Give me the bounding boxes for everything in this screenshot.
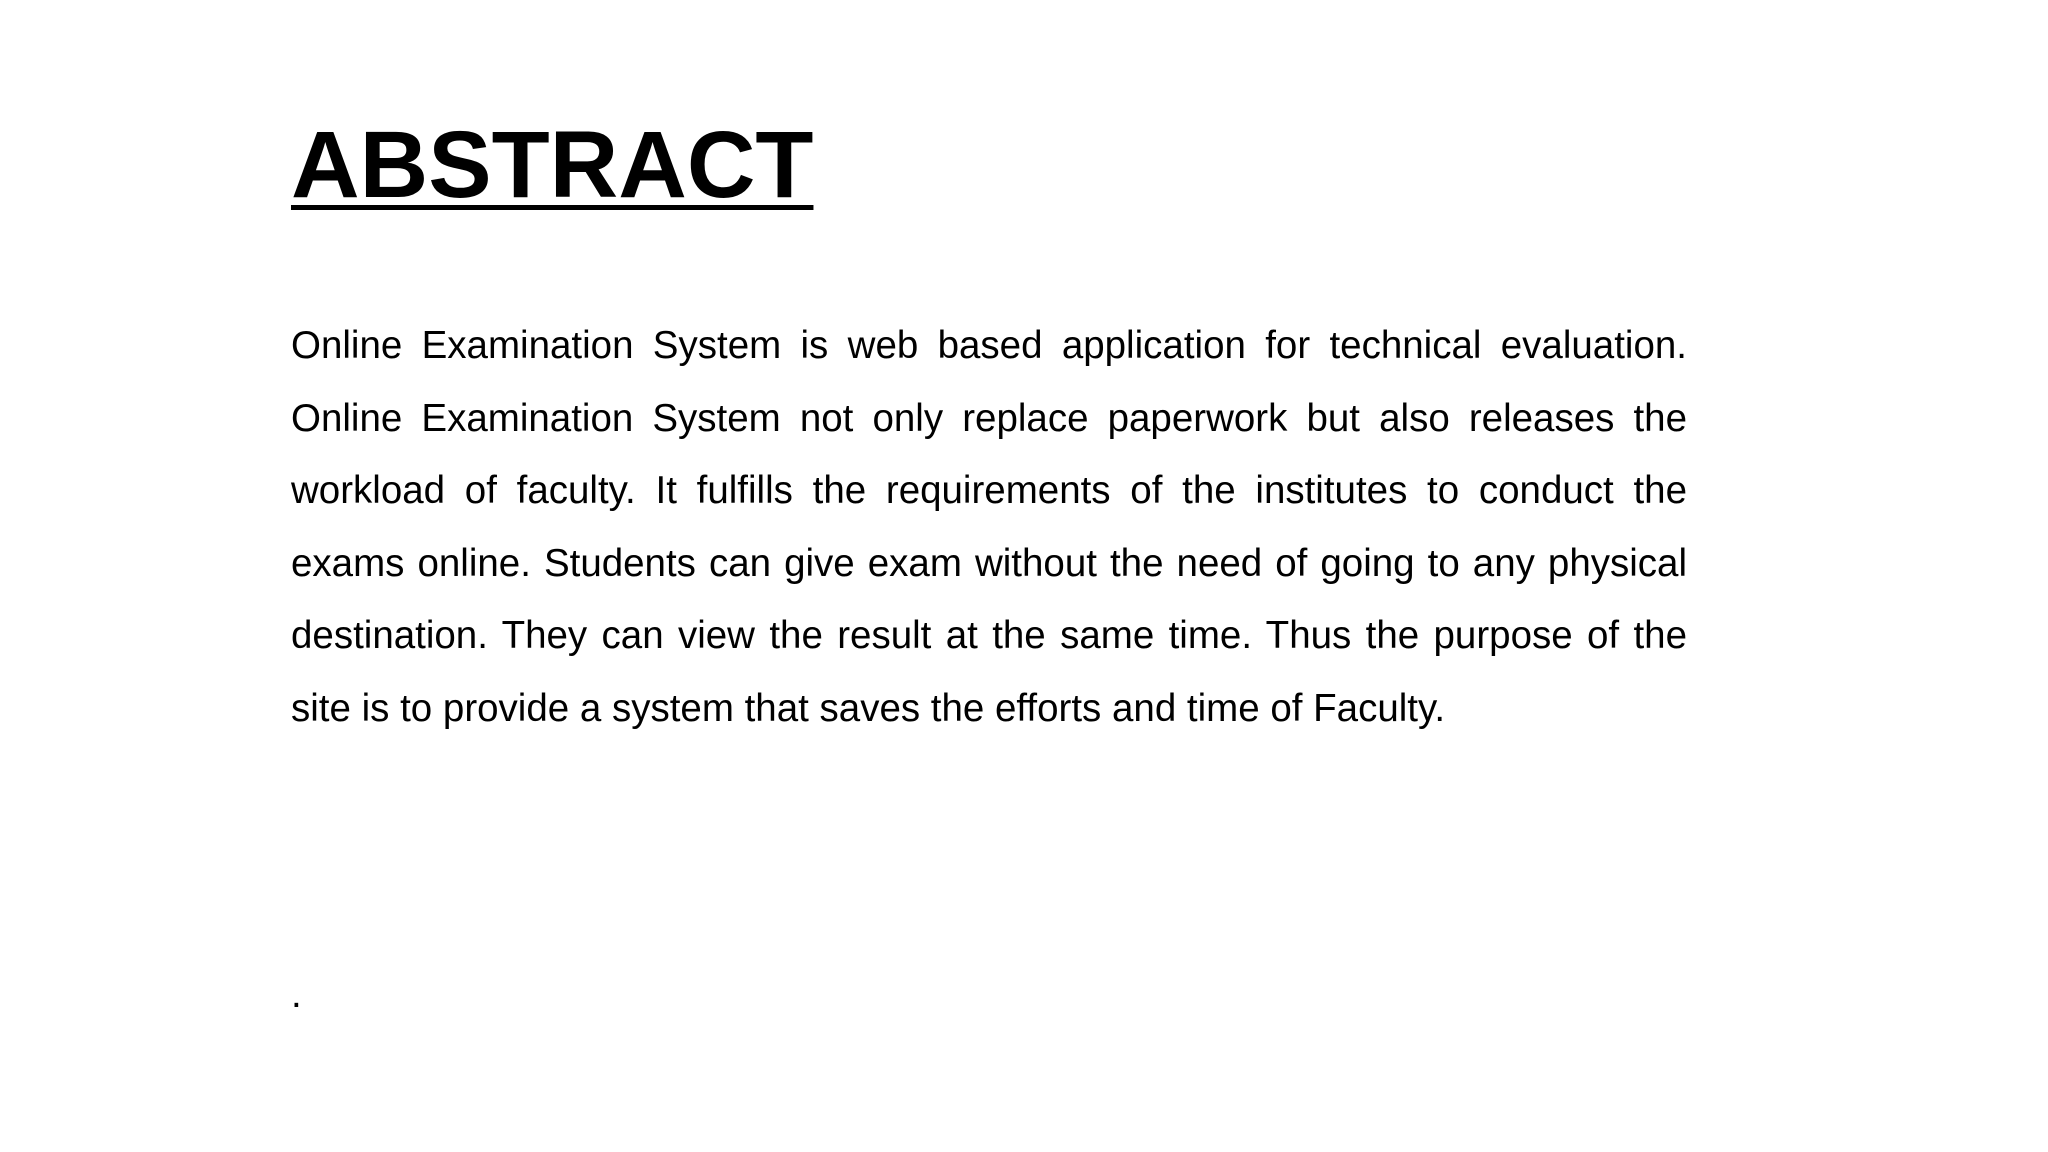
trailing-period: .	[291, 973, 302, 1016]
abstract-heading: ABSTRACT	[291, 112, 814, 218]
abstract-paragraph: Online Examination System is web based application for technical evaluation. Online Examination System not only replace paperwork but also releases the workload of faculty. It fulfills the requirements of the institutes to conduct the exams online. Students can give exam without the need of going to any physical destination. They can view the result at the same time. Thus the purpose of the site is to provide a system that saves the efforts and time of Faculty.	[291, 324, 1687, 730]
